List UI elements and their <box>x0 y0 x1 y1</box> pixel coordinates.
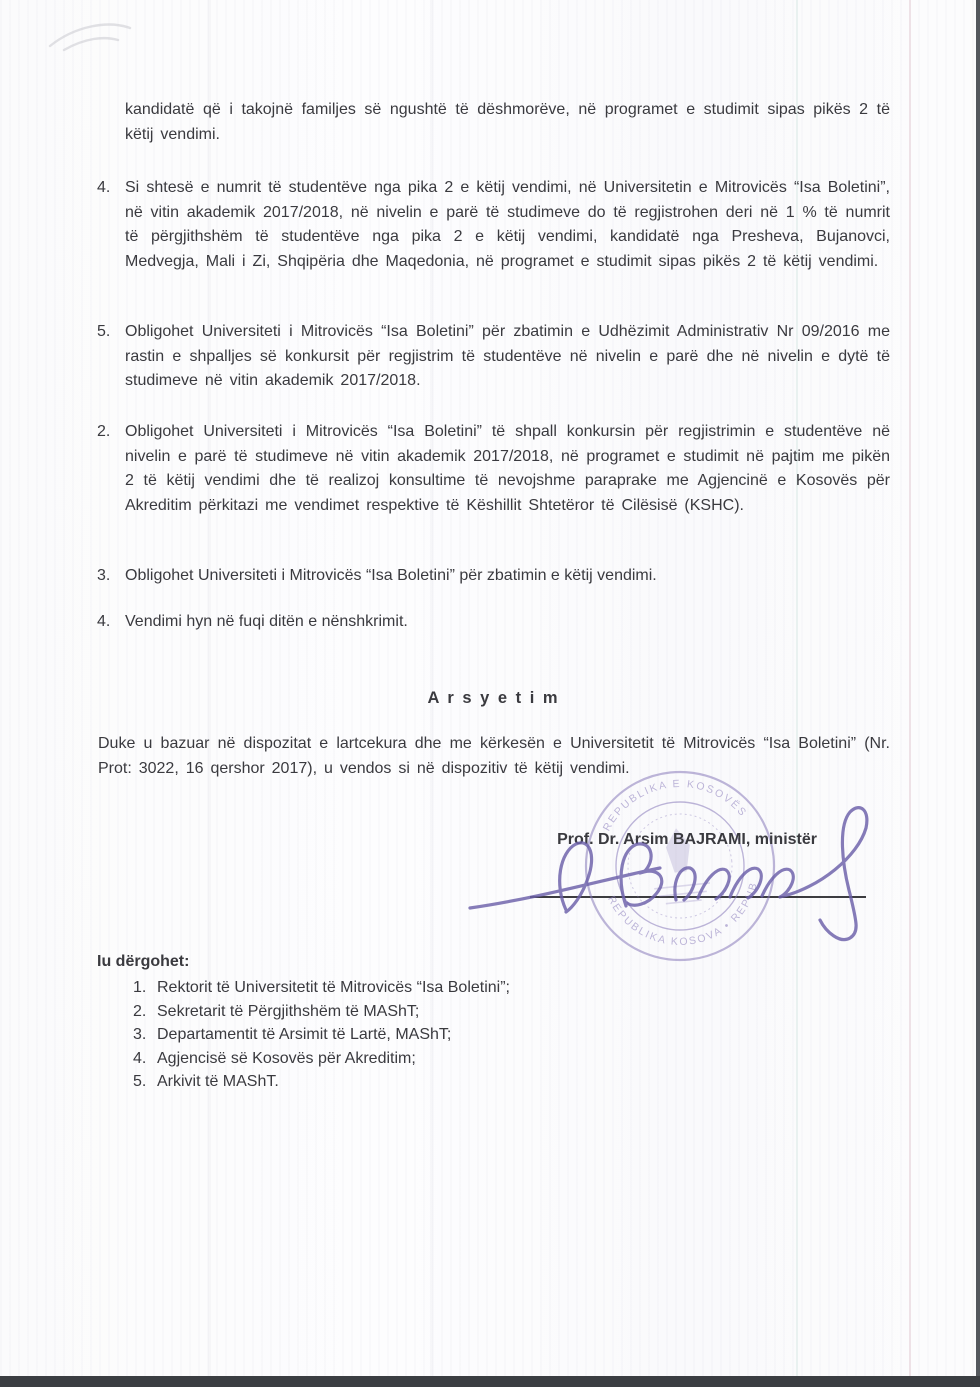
item-number: 4. <box>97 613 111 630</box>
stamp-ring-text-bottom: REPUBLIKA KOSOVA • REPUB <box>605 880 761 949</box>
dispatch-item <box>133 1070 833 1094</box>
dispatch-list <box>133 976 833 1094</box>
dispatch-item-number: 2. <box>133 1002 147 1020</box>
dispatch-item-text: Rektorit të Universitetit të Mitrovicës “Isa Boletini”; <box>157 979 510 996</box>
stamp-ring-text-top: REPUBLIKA E KOSOVËS <box>600 777 750 834</box>
item-text: Si shtesë e numrit të studentëve nga pika 2 e këtij vendimi, në Universitetin e Mitrovicës “Isa Boletini”, në vitin akademik 2017/2018, në nivelin e parë të studimeve do të regjistrohen deri në 1 % të numrit të përgjithshëm të studentëve nga pika 2 e këtij vendimi, kandidatë nga Presheva, Bujanovci, Medvegja, Mali i Zi, Shqipëria dhe Maqedonia, në programet e studimit sipas pikës 2 të këtij vendimi. <box>125 179 890 270</box>
item-text: Obligohet Universiteti i Mitrovicës “Isa Boletini” të shpall konkursin për regjistrimin e studentëve në nivelin e parë të studimeve në vitin akademik 2017/2018, në programet e studimit në pajtim me pikën 2 të këtij vendimi dhe të realizoj konsultime të nevojshme paraprake me Agjencinë e Kosovës për Akreditim përkitazi me vendimet respektive të Këshillit Shtetëror të Cilësisë (KSHC). <box>125 423 890 514</box>
item-text: Vendimi hyn në fuqi ditën e nënshkrimit. <box>125 613 408 630</box>
decision-item <box>97 320 890 394</box>
item-number: 5. <box>97 323 111 340</box>
dispatch-item <box>133 976 833 1000</box>
dispatch-item <box>133 1047 833 1071</box>
justification-paragraph: Duke u bazuar në dispozitat e lartcekura dhe me kërkesën e Universitetit të Mitrovicës “Isa Boletini” (Nr. Prot: 3022, 16 qershor 2017), u vendos si në dispozitiv të këtij vendimi. <box>98 735 890 777</box>
scan-streak <box>909 0 911 1387</box>
decision-item <box>97 564 890 589</box>
dispatch-item-number: 5. <box>133 1073 147 1090</box>
dispatch-item-text: Departamentit të Arsimit të Lartë, MAShT; <box>157 1026 452 1043</box>
scan-edge-bottom <box>0 1376 980 1387</box>
justification-heading: A r s y e t i m <box>427 689 560 707</box>
item-number: 3. <box>97 567 111 584</box>
minister-signature <box>430 780 900 950</box>
scan-edge-right <box>976 0 980 1387</box>
dispatch-item-number: 1. <box>133 979 147 996</box>
dispatch-item-number: 4. <box>133 1049 147 1067</box>
dispatch-item <box>133 1023 833 1047</box>
decision-item <box>97 610 890 635</box>
item-text: Obligohet Universiteti i Mitrovicës “Isa Boletini” për zbatimin e Udhëzimit Administrativ Nr 09/2016 me rastin e shpalljes së konkursit për regjistrim të studentëve në nivelin e parë dhe në nivelin e dytë të studimeve në vitin akademik 2017/2018. <box>125 323 890 389</box>
signatory-name: Prof. Dr. Arsim BAJRAMI, ministër <box>557 831 817 848</box>
dispatch-item-text: Agjencisë së Kosovës për Akreditim; <box>157 1049 416 1067</box>
dispatch-item-text: Sekretarit të Përgjithshëm të MAShT; <box>157 1002 420 1020</box>
decision-item <box>97 176 890 274</box>
intro-paragraph: kandidatë që i takojnë familjes së ngushtë të dëshmorëve, në programet e studimit sipas pikës 2 të këtij vendimi. <box>125 101 890 143</box>
decision-item <box>97 420 890 518</box>
item-text: Obligohet Universiteti i Mitrovicës “Isa Boletini” për zbatimin e këtij vendimi. <box>125 567 657 584</box>
dispatch-item-number: 3. <box>133 1026 147 1043</box>
dispatch-heading: Iu dërgohet: <box>97 953 190 970</box>
dispatch-item-text: Arkivit të MAShT. <box>157 1073 279 1090</box>
item-number: 4. <box>97 179 111 196</box>
item-number: 2. <box>97 423 111 440</box>
dispatch-item <box>133 1000 833 1024</box>
pencil-smudge <box>30 8 150 68</box>
